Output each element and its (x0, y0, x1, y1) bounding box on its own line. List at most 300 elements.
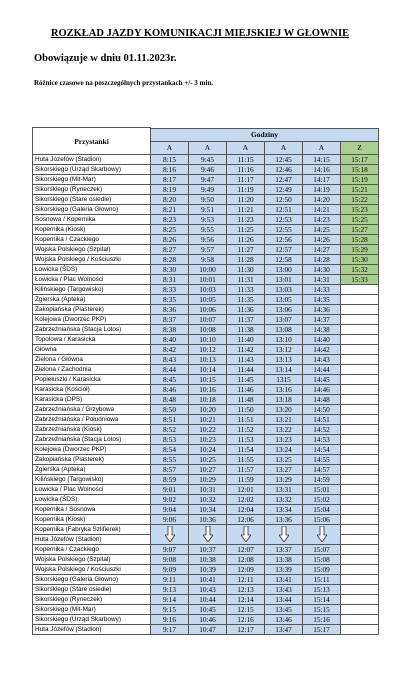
departure-time: 13:07 (265, 315, 303, 325)
departure-time (341, 395, 379, 405)
departure-time: 10:25 (189, 455, 227, 465)
departure-time: 12:06 (227, 515, 265, 525)
table-row (33, 495, 379, 505)
table-row (33, 395, 379, 405)
stop-name: Zielona / Zachodnia (33, 365, 151, 375)
departure-time: 13:47 (265, 625, 303, 635)
departure-time: 13:05 (265, 295, 303, 305)
departure-time: 14:17 (303, 175, 341, 185)
departure-time (341, 385, 379, 395)
line-letter-4: A (303, 141, 341, 154)
departure-time: 8:33 (151, 285, 189, 295)
departure-time (341, 325, 379, 335)
departure-time: 8:51 (151, 415, 189, 425)
departure-time: 8:43 (151, 355, 189, 365)
departure-time: 13:01 (265, 275, 303, 285)
departure-time: 9:06 (151, 515, 189, 525)
table-row (33, 435, 379, 445)
down-arrow-icon (265, 525, 303, 545)
departure-time: 8:15 (151, 155, 189, 165)
table-row (33, 355, 379, 365)
departure-time: 13:37 (265, 545, 303, 555)
stop-name: Sikorskiego (Ryneczek) (33, 595, 151, 605)
departure-time: 10:46 (189, 615, 227, 625)
departure-time: 15:29 (341, 245, 379, 255)
line-letter-0: A (151, 141, 189, 154)
departure-time: 11:28 (227, 255, 265, 265)
departure-time: 13:18 (265, 395, 303, 405)
table-row (33, 515, 379, 525)
departure-time: 11:51 (227, 415, 265, 425)
departure-time (341, 305, 379, 315)
table-row (33, 505, 379, 515)
departure-time: 10:18 (189, 395, 227, 405)
departure-time: 9:49 (189, 185, 227, 195)
departure-time (341, 555, 379, 565)
departure-time: 13:43 (265, 585, 303, 595)
departure-time: 14:52 (303, 425, 341, 435)
departure-time: 11:57 (227, 465, 265, 475)
departure-time: 10:20 (189, 405, 227, 415)
departure-time: 12:46 (265, 165, 303, 175)
departure-time (341, 445, 379, 455)
departure-time: 11:43 (227, 355, 265, 365)
departure-time: 9:14 (151, 595, 189, 605)
departure-time: 8:16 (151, 165, 189, 175)
departure-time: 14:26 (303, 235, 341, 245)
departure-time: 9:04 (151, 505, 189, 515)
departure-time (341, 585, 379, 595)
stop-name: Zabrzeźniańska / Południowa (33, 415, 151, 425)
departure-time: 12:04 (227, 505, 265, 515)
departure-time: 9:01 (151, 485, 189, 495)
departure-time: 11:40 (227, 335, 265, 345)
table-row (33, 595, 379, 605)
stop-name: Sikorskiego (Mit-Mar) (33, 175, 151, 185)
departure-time: 9:17 (151, 625, 189, 635)
departure-time: 14:46 (303, 385, 341, 395)
departure-time: 9:13 (151, 585, 189, 595)
departure-time: 8:21 (151, 205, 189, 215)
departure-time: 12:16 (227, 615, 265, 625)
departure-time: 14:35 (303, 295, 341, 305)
departure-time: 15:32 (341, 265, 379, 275)
departure-time: 8:40 (151, 335, 189, 345)
stop-name: Huta Józefów (Stadion) (33, 625, 151, 635)
departure-time: 14:45 (303, 375, 341, 385)
departure-time: 14:48 (303, 395, 341, 405)
departure-time: 10:01 (189, 275, 227, 285)
departure-time: 13:32 (265, 495, 303, 505)
empty-cell (341, 535, 379, 545)
stop-name: Zabrzeźniańska (Kiosk) (33, 425, 151, 435)
departure-time: 12:07 (227, 545, 265, 555)
stop-name: Sikorskiego (Galeria Głowno) (33, 575, 151, 585)
departure-time: 11:52 (227, 425, 265, 435)
departure-time: 10:12 (189, 345, 227, 355)
departure-time: 9:07 (151, 545, 189, 555)
departure-time: 11:48 (227, 395, 265, 405)
departure-time: 9:15 (151, 605, 189, 615)
stop-name: Łowicka / Plac Wolności (33, 275, 151, 285)
departure-time: 8:42 (151, 345, 189, 355)
departure-time: 13:13 (265, 355, 303, 365)
table-row (33, 365, 379, 375)
departure-time: 10:16 (189, 385, 227, 395)
departure-time: 11:42 (227, 345, 265, 355)
departure-time: 10:10 (189, 335, 227, 345)
stop-name: Główna (33, 345, 151, 355)
line-letter-5: Z (341, 141, 379, 154)
table-row (33, 545, 379, 555)
departure-time: 9:16 (151, 615, 189, 625)
table-row (33, 205, 379, 215)
table-row (33, 555, 379, 565)
departure-time: 11:23 (227, 215, 265, 225)
departure-time: 12:08 (227, 555, 265, 565)
departure-time: 11:16 (227, 165, 265, 175)
departure-time: 14:27 (303, 245, 341, 255)
departure-time: 12:15 (227, 605, 265, 615)
table-row (33, 305, 379, 315)
stop-name: Sikorskiego (Ryneczek) (33, 185, 151, 195)
departure-time: 11:21 (227, 205, 265, 215)
stop-name: Zgierska (Apteka) (33, 295, 151, 305)
departure-time: 12:01 (227, 485, 265, 495)
departure-time (341, 415, 379, 425)
departure-time: 9:08 (151, 555, 189, 565)
stop-name: Huta Józefów (Stadion) (33, 535, 151, 545)
departure-time: 10:07 (189, 315, 227, 325)
departure-time: 13:38 (265, 555, 303, 565)
departure-time (341, 425, 379, 435)
departure-time: 12:51 (265, 205, 303, 215)
table-row (33, 585, 379, 595)
departure-time: 13:10 (265, 335, 303, 345)
stop-name: Kolejowa (Dworzec PKP) (33, 315, 151, 325)
departure-time: 11:25 (227, 225, 265, 235)
departure-time: 10:41 (189, 575, 227, 585)
departure-time: 13:46 (265, 615, 303, 625)
departure-time: 8:53 (151, 435, 189, 445)
table-row (33, 265, 379, 275)
departure-time: 15:06 (303, 515, 341, 525)
stop-name: Kopernika / Sosnowa (33, 505, 151, 515)
departure-time: 1315 (265, 375, 303, 385)
table-row (33, 155, 379, 165)
departure-time: 10:21 (189, 415, 227, 425)
table-row (33, 625, 379, 635)
departure-time: 12:58 (265, 255, 303, 265)
departure-time: 15:17 (303, 625, 341, 635)
table-row (33, 475, 379, 485)
stop-name: Zabrzeźniańska (Stacja Lotos) (33, 325, 151, 335)
departure-time: 10:47 (189, 625, 227, 635)
table-row (33, 295, 379, 305)
departure-time: 15:08 (303, 555, 341, 565)
stop-name: Zabrzeźniańska (Stacja Lotos) (33, 435, 151, 445)
departure-time: 13:34 (265, 505, 303, 515)
departure-time: 13:08 (265, 325, 303, 335)
departure-time: 8:31 (151, 275, 189, 285)
stop-name: Sikorskiego (Urząd Skarbowy) (33, 165, 151, 175)
stop-name: Kolejowa (Dworzec PKP) (33, 445, 151, 455)
departure-time: 8:17 (151, 175, 189, 185)
departure-time: 14:50 (303, 405, 341, 415)
departure-time: 14:21 (303, 205, 341, 215)
departure-time: 8:30 (151, 265, 189, 275)
table-row (33, 465, 379, 475)
departure-time: 15:11 (303, 575, 341, 585)
departure-time: 15:14 (303, 595, 341, 605)
departure-time: 8:46 (151, 385, 189, 395)
stop-name: Sosnowa / Kopernika (33, 215, 151, 225)
stop-name: Zabrzeźniańska / Grzybowa (33, 405, 151, 415)
departure-time: 15:25 (341, 215, 379, 225)
departure-time: 10:05 (189, 295, 227, 305)
departure-time: 14:59 (303, 475, 341, 485)
departure-time: 14:51 (303, 415, 341, 425)
departure-time: 10:44 (189, 595, 227, 605)
departure-time: 13:41 (265, 575, 303, 585)
departure-time (341, 335, 379, 345)
departure-time: 15:04 (303, 505, 341, 515)
departure-time: 11:36 (227, 305, 265, 315)
departure-time (341, 515, 379, 525)
departure-time (341, 545, 379, 555)
departure-time: 12:14 (227, 595, 265, 605)
departure-time: 10:03 (189, 285, 227, 295)
stop-name: Zgierska (Apteka) (33, 465, 151, 475)
departure-time: 12:13 (227, 585, 265, 595)
table-row (33, 375, 379, 385)
departure-time: 13:22 (265, 425, 303, 435)
departure-time: 8:28 (151, 255, 189, 265)
departure-time: 12:53 (265, 215, 303, 225)
table-row (33, 415, 379, 425)
departure-time: 15:21 (341, 185, 379, 195)
departure-time: 10:00 (189, 265, 227, 275)
stop-name: Wojska Polskiego / Kościuszki (33, 255, 151, 265)
departure-time: 15:23 (341, 205, 379, 215)
departure-time: 13:14 (265, 365, 303, 375)
table-row (33, 335, 379, 345)
departure-time: 11:37 (227, 315, 265, 325)
departure-time: 14:28 (303, 255, 341, 265)
departure-time: 12:56 (265, 235, 303, 245)
departure-time: 13:03 (265, 285, 303, 295)
departure-time: 10:34 (189, 505, 227, 515)
table-row (33, 215, 379, 225)
departure-time: 14:37 (303, 315, 341, 325)
departure-time: 15:28 (341, 235, 379, 245)
departure-time: 12:55 (265, 225, 303, 235)
departure-time (341, 465, 379, 475)
departure-time: 8:57 (151, 465, 189, 475)
departure-time: 13:45 (265, 605, 303, 615)
stop-name: Kopernika (Kiosk) (33, 225, 151, 235)
departure-time: 12:45 (265, 155, 303, 165)
departure-time: 15:15 (303, 605, 341, 615)
departure-time: 13:44 (265, 595, 303, 605)
table-row (33, 325, 379, 335)
departure-time (341, 375, 379, 385)
stop-name: Karasicka (DPS) (33, 395, 151, 405)
departure-time: 10:27 (189, 465, 227, 475)
departure-time: 11:38 (227, 325, 265, 335)
departure-time: 11:31 (227, 275, 265, 285)
departure-time: 14:25 (303, 225, 341, 235)
departure-time: 9:47 (189, 175, 227, 185)
departure-time: 9:50 (189, 195, 227, 205)
stop-name: Kopernika / Czackiego (33, 545, 151, 555)
departure-time: 10:32 (189, 495, 227, 505)
table-row (33, 345, 379, 355)
departure-time: 11:20 (227, 195, 265, 205)
departure-time: 13:21 (265, 415, 303, 425)
departure-time: 11:54 (227, 445, 265, 455)
table-row (33, 175, 379, 185)
departure-time (341, 625, 379, 635)
departure-time: 13:27 (265, 465, 303, 475)
departure-time: 13:25 (265, 455, 303, 465)
departure-time (341, 495, 379, 505)
table-row (33, 235, 379, 245)
departure-time (341, 315, 379, 325)
departure-time: 8:27 (151, 245, 189, 255)
departure-time: 11:45 (227, 375, 265, 385)
departure-time: 8:50 (151, 405, 189, 415)
departure-time: 10:38 (189, 555, 227, 565)
departure-time: 12:50 (265, 195, 303, 205)
down-arrow-icon (189, 525, 227, 545)
departure-time (341, 615, 379, 625)
departure-time: 10:08 (189, 325, 227, 335)
departure-time: 9:56 (189, 235, 227, 245)
stop-name: Łowicka (ŚDS) (33, 265, 151, 275)
departure-time: 8:19 (151, 185, 189, 195)
departure-time: 10:06 (189, 305, 227, 315)
departure-time: 12:11 (227, 575, 265, 585)
departure-time: 15:27 (341, 225, 379, 235)
departure-time: 14:36 (303, 305, 341, 315)
departure-time: 9:58 (189, 255, 227, 265)
stop-name: Sikorskiego (Stare osiedle) (33, 195, 151, 205)
departure-time: 14:40 (303, 335, 341, 345)
departure-time: 10:43 (189, 585, 227, 595)
table-row (33, 525, 379, 535)
departure-time (341, 435, 379, 445)
departure-time: 12:47 (265, 175, 303, 185)
page-title: ROZKŁAD JAZDY KOMUNIKACJI MIEJSKIEJ W GŁOWNIE (50, 28, 350, 39)
departure-time: 14:53 (303, 435, 341, 445)
departure-time: 10:14 (189, 365, 227, 375)
departure-time: 11:33 (227, 285, 265, 295)
departure-time: 14:55 (303, 455, 341, 465)
departure-time: 10:29 (189, 475, 227, 485)
departure-time: 8:54 (151, 445, 189, 455)
table-row (33, 385, 379, 395)
departure-time: 15:16 (303, 615, 341, 625)
departure-time: 12:49 (265, 185, 303, 195)
stops-header: Przystanki (33, 128, 151, 155)
down-arrow-icon (303, 525, 341, 545)
departure-time: 9:45 (189, 155, 227, 165)
departure-time: 14:31 (303, 275, 341, 285)
stop-name: Kilińskiego (Targowisko) (33, 475, 151, 485)
departure-time: 9:53 (189, 215, 227, 225)
table-row (33, 315, 379, 325)
departure-time (341, 355, 379, 365)
valid-from: Obowiązuje w dniu 01.11.2023r. (34, 53, 177, 64)
departure-time: 8:59 (151, 475, 189, 485)
line-letter-1: A (189, 141, 227, 154)
departure-time: 12:02 (227, 495, 265, 505)
departure-time (341, 575, 379, 585)
departure-time: 8:20 (151, 195, 189, 205)
departure-time: 14:20 (303, 195, 341, 205)
departure-time: 8:36 (151, 305, 189, 315)
departure-time: 9:09 (151, 565, 189, 575)
table-row (33, 485, 379, 495)
stop-name: Zielona / Główna (33, 355, 151, 365)
departure-time: 15:22 (341, 195, 379, 205)
departure-time: 15:33 (341, 275, 379, 285)
departure-time: 13:31 (265, 485, 303, 495)
table-row (33, 575, 379, 585)
stop-name: Łowicka / Plac Wolności (33, 485, 151, 495)
stop-name: Kilińskiego (Targowisko) (33, 285, 151, 295)
departure-time: 13:12 (265, 345, 303, 355)
table-row (33, 165, 379, 175)
stop-name: Sikorskiego (Urząd Skarbowy) (33, 615, 151, 625)
table-row (33, 255, 379, 265)
departure-time: 12:57 (265, 245, 303, 255)
departure-time: 8:38 (151, 325, 189, 335)
departure-time: 9:57 (189, 245, 227, 255)
departure-time: 11:50 (227, 405, 265, 415)
departure-time: 15:17 (341, 155, 379, 165)
stop-name: Zakopiańska (Plasterek) (33, 455, 151, 465)
departure-time: 14:30 (303, 265, 341, 275)
departure-time: 11:59 (227, 475, 265, 485)
departure-time: 14:43 (303, 355, 341, 365)
departure-time: 11:27 (227, 245, 265, 255)
departure-time: 14:19 (303, 185, 341, 195)
departure-time: 10:45 (189, 605, 227, 615)
departure-time: 9:51 (189, 205, 227, 215)
departure-time: 13:16 (265, 385, 303, 395)
departure-time (341, 485, 379, 495)
departure-time: 13:39 (265, 565, 303, 575)
departure-time: 14:33 (303, 285, 341, 295)
table-row (33, 195, 379, 205)
departure-time: 8:26 (151, 235, 189, 245)
departure-time: 10:24 (189, 445, 227, 455)
departure-time: 12:17 (227, 625, 265, 635)
departure-time: 12:09 (227, 565, 265, 575)
departure-time: 15:18 (341, 165, 379, 175)
departure-time: 11:15 (227, 155, 265, 165)
departure-time: 14:15 (303, 155, 341, 165)
departure-time: 15:13 (303, 585, 341, 595)
departure-time: 15:01 (303, 485, 341, 495)
departure-time: 9:11 (151, 575, 189, 585)
stop-name: Karasicka (Kościół) (33, 385, 151, 395)
departure-time: 10:13 (189, 355, 227, 365)
departure-time: 14:23 (303, 215, 341, 225)
departure-time: 8:23 (151, 215, 189, 225)
